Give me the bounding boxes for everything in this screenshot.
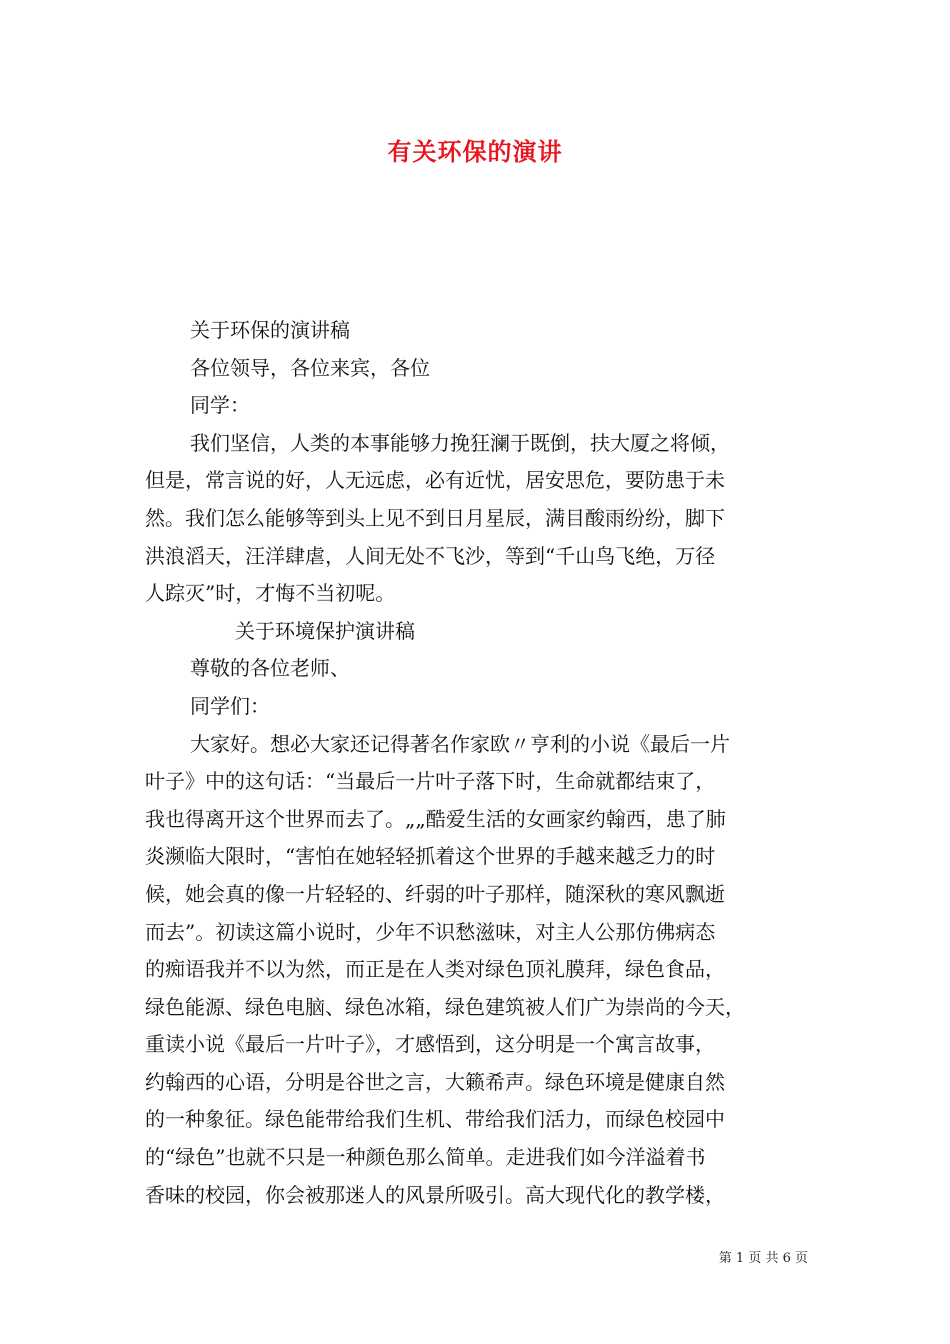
page-number: 第 1 页 共 6 页 xyxy=(718,1251,808,1266)
paragraph-line: 叶子》中的这句话：“当最后一片叶子落下时，生命就都结束了， xyxy=(145,769,716,794)
paragraph-line: 但是，常言说的好，人无远虑，必有近忧，居安思危，要防患于未 xyxy=(145,468,725,493)
paragraph-line: 约翰西的心语，分明是谷世之言，大籁希声。绿色环境是健康自然 xyxy=(145,1069,725,1094)
paragraph-line: 的痴语我并不以为然，而正是在人类对绿色顶礼膜拜，绿色食品， xyxy=(145,957,725,982)
paragraph-line: 炎濒临大限时，“害怕在她轻轻抓着这个世界的手越来越乏力的时 xyxy=(145,844,716,869)
paragraph-line: 的“绿色”也就不只是一种颜色那么简单。走进我们如今洋溢着书 xyxy=(145,1145,706,1170)
paragraph-line: 人踪灭”时，才悔不当初呢。 xyxy=(145,581,396,606)
paragraph-line: 绿色能源、绿色电脑、绿色冰箱，绿色建筑被人们广为崇尚的今天， xyxy=(145,994,745,1019)
paragraph-line: 我也得离开这个世界而去了。„„酷爱生活的女画家约翰西，患了肺 xyxy=(145,806,726,831)
paragraph-line: 然。我们怎么能够等到头上见不到日月星辰，满目酸雨纷纷，脚下 xyxy=(145,505,725,530)
paragraph-line: 各位领导，各位来宾，各位 xyxy=(190,355,430,380)
paragraph-line: 洪浪滔天，汪洋肆虐，人间无处不飞沙，等到“千山鸟飞绝，万径 xyxy=(145,543,716,568)
document-body xyxy=(145,312,810,1214)
paragraph-line: 香味的校园，你会被那迷人的风景所吸引。高大现代化的教学楼， xyxy=(145,1182,725,1207)
document-title: 有关环保的演讲 xyxy=(387,137,563,166)
paragraph-line: 关于环境保护演讲稿 xyxy=(235,618,415,643)
paragraph-line: 关于环保的演讲稿 xyxy=(190,318,350,342)
paragraph-line: 大家好。想必大家还记得著名作家欧〃亨利的小说《最后一片 xyxy=(190,731,730,756)
paragraph-line: 的一种象征。绿色能带给我们生机、带给我们活力，而绿色校园中 xyxy=(145,1107,725,1132)
paragraph-line: 而去”。初读这篇小说时，少年不识愁滋味，对主人公那仿佛病态 xyxy=(145,919,716,944)
paragraph-line: 重读小说《最后一片叶子》，才感悟到，这分明是一个寓言故事， xyxy=(145,1032,715,1057)
paragraph-line: 尊敬的各位老师、 xyxy=(190,656,350,681)
paragraph-line: 同学： xyxy=(190,393,250,418)
paragraph-line: 候，她会真的像一片轻轻的、纤弱的叶子那样，随深秋的寒风飘逝 xyxy=(145,881,725,906)
paragraph-line: 我们坚信，人类的本事能够力挽狂澜于既倒，扶大厦之将倾， xyxy=(190,430,730,455)
paragraph-line: 同学们： xyxy=(190,693,270,718)
